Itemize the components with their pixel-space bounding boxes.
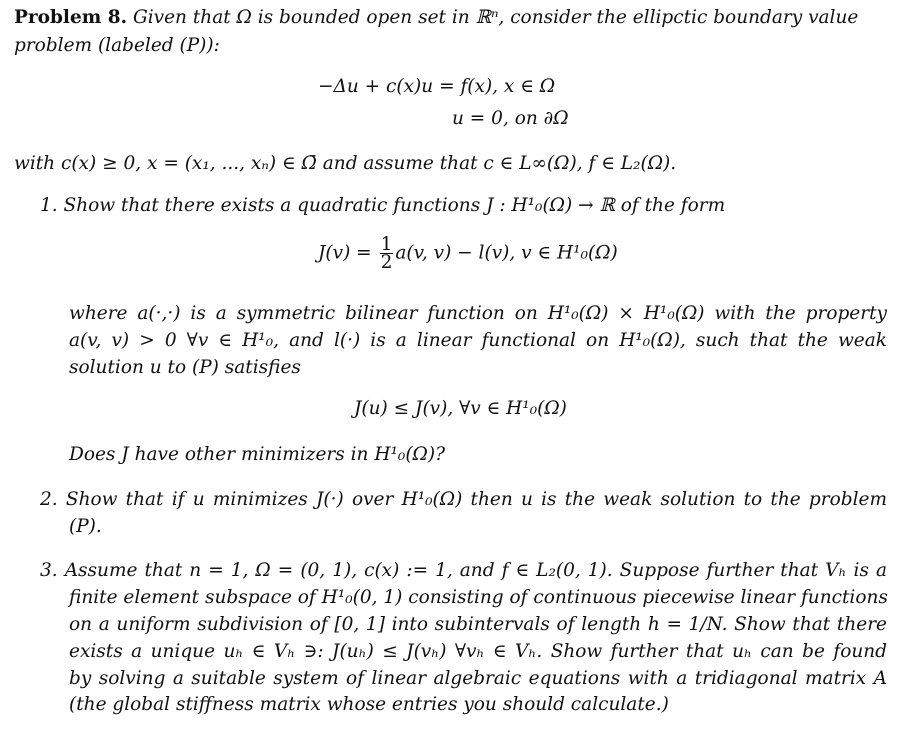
pde-equation: −Δu + c(x)u = f(x), x ∈ Ω — [318, 76, 556, 97]
problem-conditions: with c(x) ≥ 0, x = (x₁, ..., xₙ) ∈ Ω̄ and assume that c ∈ L∞(Ω), f ∈ L₂(Ω). — [14, 153, 677, 174]
part2-line1: Show that if u minimizes J(·) over H¹₀(Ω) then u is the weak solution to the problem — [65, 489, 887, 510]
functional-rhs: a(v, v) − l(v), v ∈ H¹₀(Ω) — [395, 242, 618, 264]
part2-line2: (P). — [69, 516, 102, 537]
part1-para-line1: where a(·,·) is a symmetric bilinear function on H¹₀(Ω) × H¹₀(Ω) with the property — [69, 303, 887, 324]
functional-definition — [318, 236, 618, 271]
one-half-fraction — [380, 236, 394, 271]
part3-line6: (the global stiffness matrix whose entries you should calculate.) — [69, 694, 669, 715]
minimization-inequality: J(u) ≤ J(v), ∀v ∈ H¹₀(Ω) — [354, 398, 567, 419]
functional-lhs: J(v) = — [318, 242, 372, 264]
problem-label: Problem 8. — [14, 7, 128, 28]
problem-intro-line2: problem (labeled (P)): — [14, 35, 220, 56]
part1-number: 1. — [40, 195, 58, 216]
part1-first-line — [40, 194, 725, 218]
part3-number: 3. — [40, 560, 58, 581]
part1-question: Does J have other minimizers in H¹₀(Ω)? — [69, 444, 446, 465]
boundary-condition: u = 0, on ∂Ω — [452, 108, 569, 129]
part2-number: 2. — [40, 489, 58, 510]
problem-intro-line1: Given that Ω is bounded open set in ℝⁿ, consider the ellipctic boundary value — [132, 7, 859, 28]
part3-line3: on a uniform subdivision of [0, 1] into subintervals of length h = 1/N. Show that there — [69, 614, 887, 635]
part3-line1: Assume that n = 1, Ω = (0, 1), c(x) := 1, and f ∈ L₂(0, 1). Suppose further that Vₕ is a — [64, 560, 887, 581]
part3-line5: by solving a suitable system of linear algebraic equations with a tridiagonal matrix A — [69, 668, 887, 689]
problem-header-line — [14, 6, 858, 30]
part3-first-line — [40, 559, 887, 583]
part2-first-line — [40, 488, 887, 512]
part1-para-line3: solution u to (P) satisfies — [69, 357, 301, 378]
fraction-numerator: 1 — [380, 234, 393, 255]
part3-line4: exists a unique uₕ ∈ Vₕ ∋: J(uₕ) ≤ J(vₕ) ∀vₕ ∈ Vₕ. Show further that uₕ can be found — [69, 641, 887, 662]
part1-line1: Show that there exists a quadratic functions J : H¹₀(Ω) → ℝ of the form — [63, 195, 726, 216]
part1-para-line2: a(v, v) > 0 ∀v ∈ H¹₀, and l(·) is a linear functional on H¹₀(Ω), such that the weak — [69, 330, 887, 351]
part3-line2: finite element subspace of H¹₀(0, 1) consisting of continuous piecewise linear functions — [69, 587, 888, 608]
fraction-denominator: 2 — [380, 252, 393, 273]
